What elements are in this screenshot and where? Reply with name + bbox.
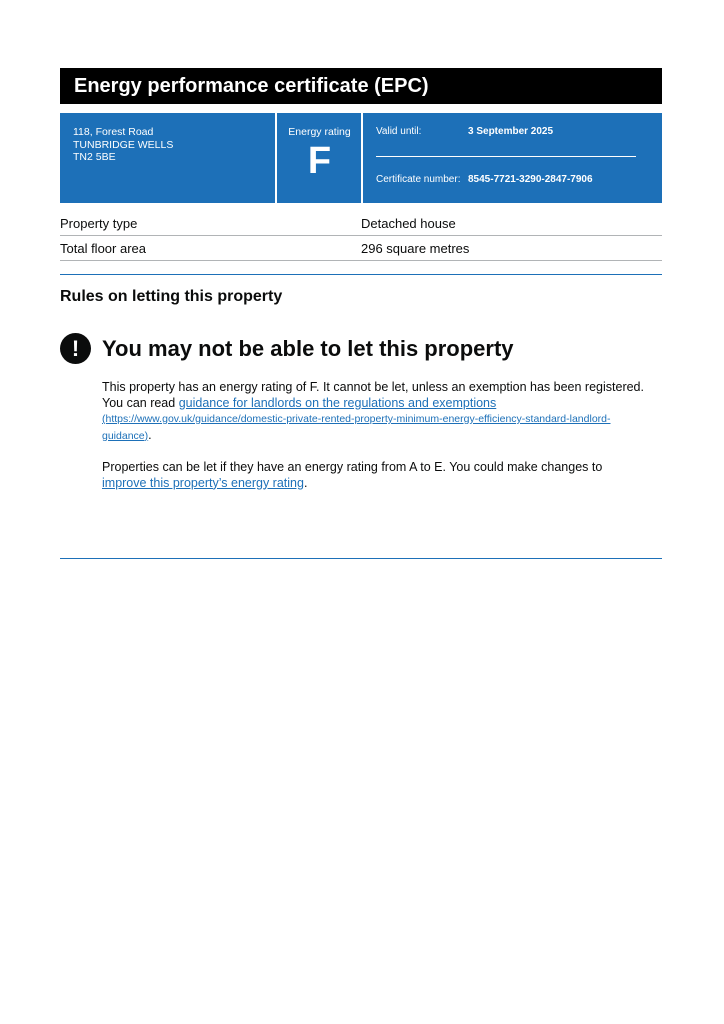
energy-rating-letter: F bbox=[307, 140, 332, 182]
floor-area-label: Total floor area bbox=[60, 241, 146, 256]
guidance-url-link[interactable]: (https://www.gov.uk/guidance/domestic-private-rented-property-minimum-energy-efficiency-standard-landlord-guidance) bbox=[102, 413, 611, 442]
table-row bbox=[60, 211, 662, 236]
floor-area-value: 296 square metres bbox=[361, 241, 470, 256]
address-line-1: 118, Forest Road bbox=[73, 126, 154, 138]
section-divider bbox=[60, 558, 662, 559]
section-heading: Rules on letting this property bbox=[60, 288, 283, 305]
section-divider bbox=[60, 274, 662, 275]
energy-rating-box bbox=[277, 113, 362, 203]
property-details-table bbox=[60, 211, 662, 261]
table-row bbox=[60, 236, 662, 261]
letting-rules-paragraph bbox=[102, 380, 647, 444]
rating-improvement-paragraph bbox=[102, 460, 647, 491]
valid-until-value: 3 September 2025 bbox=[468, 126, 554, 137]
warning-heading: You may not be able to let this property bbox=[102, 336, 514, 361]
page-title bbox=[60, 68, 662, 104]
paragraph-text: Properties can be let if they have an energy rating from A to E. You could make changes to bbox=[102, 460, 603, 474]
property-address bbox=[73, 126, 173, 164]
certificate-number-value: 8545-7721-3290-2847-7906 bbox=[468, 174, 593, 185]
property-type-label: Property type bbox=[60, 216, 138, 231]
certificate-number-label: Certificate number: bbox=[376, 174, 461, 185]
landlord-guidance-link[interactable]: guidance for landlords on the regulations and exemptions bbox=[178, 395, 497, 410]
paragraph-end: . bbox=[303, 475, 308, 490]
panel-divider bbox=[361, 113, 363, 203]
improve-rating-link[interactable]: improve this property’s energy rating bbox=[102, 475, 304, 490]
address-line-2: TUNBRIDGE WELLS bbox=[73, 138, 174, 151]
warning-icon: ! bbox=[60, 333, 91, 364]
certificate-summary-panel bbox=[60, 113, 662, 203]
paragraph-text: This property has an energy rating of F. It cannot be let, unless an exemption has been registered. You can read bbox=[102, 380, 644, 410]
energy-rating-label: Energy rating bbox=[288, 126, 351, 138]
property-type-value: Detached house bbox=[361, 216, 456, 231]
address-postcode: TN2 5BE bbox=[73, 151, 116, 163]
page-title-text: Energy performance certificate (EPC) bbox=[74, 75, 429, 97]
paragraph-end: . bbox=[148, 427, 152, 442]
valid-until-label: Valid until: bbox=[376, 126, 422, 137]
panel-separator bbox=[376, 156, 636, 157]
